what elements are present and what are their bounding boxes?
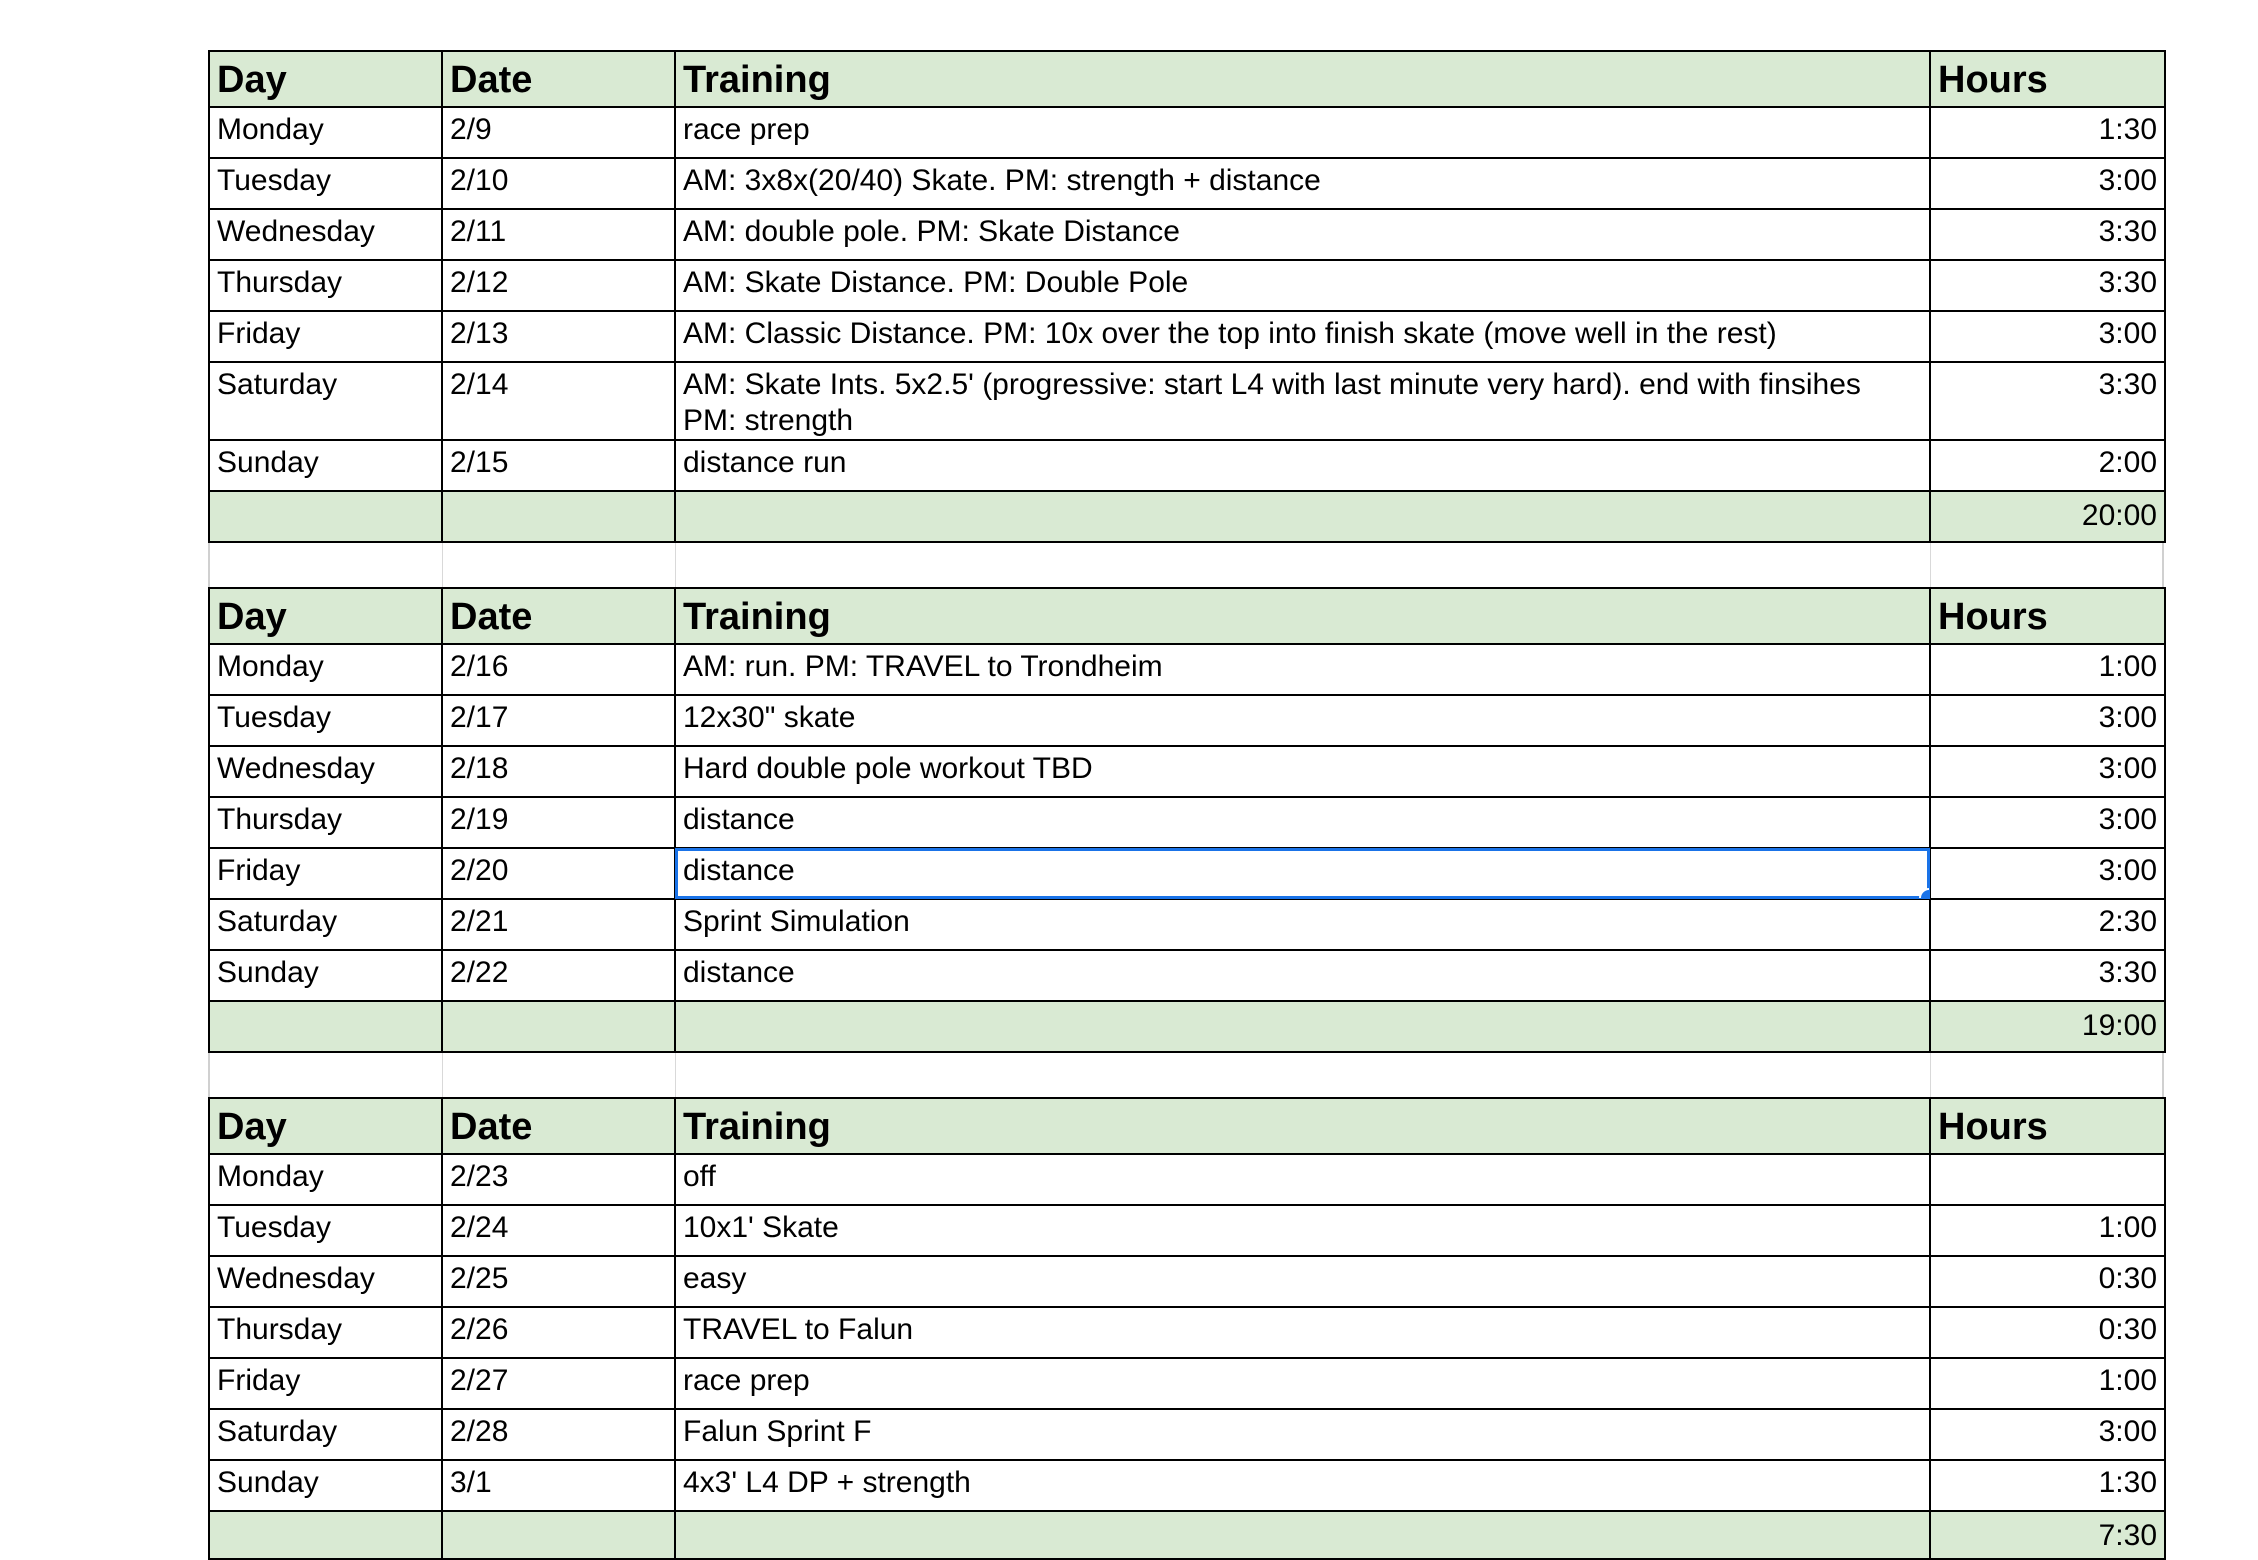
empty-cell[interactable] <box>675 1511 1930 1559</box>
date-cell[interactable]: 2/13 <box>442 311 675 362</box>
hours-cell[interactable]: 1:30 <box>1930 107 2165 158</box>
date-cell[interactable]: 2/12 <box>442 260 675 311</box>
date-cell[interactable]: 2/22 <box>442 950 675 1001</box>
day-cell[interactable]: Sunday <box>209 950 442 1001</box>
training-cell[interactable]: 10x1' Skate <box>675 1205 1930 1256</box>
training-cell[interactable]: TRAVEL to Falun <box>675 1307 1930 1358</box>
day-cell[interactable]: Friday <box>209 848 442 899</box>
empty-cell[interactable] <box>209 491 442 542</box>
header-date[interactable]: Date <box>442 1098 675 1154</box>
header-hours[interactable]: Hours <box>1930 1098 2165 1154</box>
header-training[interactable]: Training <box>675 588 1930 644</box>
date-cell[interactable]: 2/9 <box>442 107 675 158</box>
table-row <box>209 209 2165 260</box>
header-day[interactable]: Day <box>209 588 442 644</box>
hours-cell[interactable]: 3:00 <box>1930 848 2165 899</box>
training-line: PM: strength <box>683 404 854 437</box>
hours-cell[interactable]: 1:30 <box>1930 1460 2165 1511</box>
date-cell[interactable]: 2/23 <box>442 1154 675 1205</box>
week-table-1 <box>208 50 2166 543</box>
header-date[interactable]: Date <box>442 51 675 107</box>
date-cell[interactable]: 2/16 <box>442 644 675 695</box>
day-cell[interactable]: Saturday <box>209 362 442 440</box>
day-cell[interactable]: Sunday <box>209 440 442 491</box>
total-hours-cell[interactable]: 7:30 <box>1930 1511 2165 1559</box>
table-row <box>209 1154 2165 1205</box>
day-cell[interactable]: Thursday <box>209 1307 442 1358</box>
training-cell[interactable]: AM: Skate Distance. PM: Double Pole <box>675 260 1930 311</box>
training-cell[interactable]: off <box>675 1154 1930 1205</box>
training-cell[interactable]: distance run <box>675 440 1930 491</box>
date-cell[interactable]: 2/10 <box>442 158 675 209</box>
training-cell-selected[interactable] <box>675 848 1930 899</box>
gridline <box>675 543 676 587</box>
gridline <box>675 1053 676 1097</box>
training-cell[interactable]: easy <box>675 1256 1930 1307</box>
date-cell[interactable]: 2/25 <box>442 1256 675 1307</box>
date-cell[interactable]: 2/11 <box>442 209 675 260</box>
training-cell[interactable]: Hard double pole workout TBD <box>675 746 1930 797</box>
hours-cell[interactable]: 2:30 <box>1930 899 2165 950</box>
training-cell[interactable]: AM: double pole. PM: Skate Distance <box>675 209 1930 260</box>
header-row <box>209 1098 2165 1154</box>
empty-cell[interactable] <box>442 1001 675 1052</box>
header-day[interactable]: Day <box>209 1098 442 1154</box>
date-cell[interactable]: 2/14 <box>442 362 675 440</box>
spreadsheet-grid <box>208 50 2164 1560</box>
spacer-row <box>208 543 2164 587</box>
training-cell[interactable]: race prep <box>675 1358 1930 1409</box>
date-cell[interactable]: 2/24 <box>442 1205 675 1256</box>
table-row <box>209 158 2165 209</box>
hours-cell[interactable]: 3:00 <box>1930 746 2165 797</box>
day-cell[interactable]: Tuesday <box>209 695 442 746</box>
day-cell[interactable]: Saturday <box>209 1409 442 1460</box>
table-row <box>209 260 2165 311</box>
day-cell[interactable]: Monday <box>209 644 442 695</box>
table-row <box>209 1358 2165 1409</box>
day-cell[interactable]: Monday <box>209 1154 442 1205</box>
date-cell[interactable]: 2/28 <box>442 1409 675 1460</box>
training-cell[interactable]: Falun Sprint F <box>675 1409 1930 1460</box>
empty-cell[interactable] <box>209 1511 442 1559</box>
table-row <box>209 1307 2165 1358</box>
table-row <box>209 1409 2165 1460</box>
date-cell[interactable]: 2/27 <box>442 1358 675 1409</box>
table-row <box>209 362 2165 440</box>
hours-cell[interactable]: 3:00 <box>1930 1409 2165 1460</box>
hours-cell[interactable]: 1:00 <box>1930 1358 2165 1409</box>
day-cell[interactable]: Monday <box>209 107 442 158</box>
hours-cell[interactable]: 3:30 <box>1930 260 2165 311</box>
week-table-3 <box>208 1097 2166 1560</box>
day-cell[interactable]: Sunday <box>209 1460 442 1511</box>
table-row <box>209 311 2165 362</box>
empty-cell[interactable] <box>209 1001 442 1052</box>
training-cell[interactable]: race prep <box>675 107 1930 158</box>
hours-cell[interactable]: 0:30 <box>1930 1256 2165 1307</box>
day-cell[interactable]: Thursday <box>209 260 442 311</box>
hours-cell[interactable]: 1:00 <box>1930 644 2165 695</box>
header-row <box>209 51 2165 107</box>
table-row <box>209 644 2165 695</box>
date-cell[interactable]: 2/26 <box>442 1307 675 1358</box>
gridline <box>442 1053 443 1097</box>
hours-cell[interactable]: 3:00 <box>1930 311 2165 362</box>
total-row <box>209 1511 2165 1559</box>
empty-cell[interactable] <box>675 491 1930 542</box>
header-date[interactable]: Date <box>442 588 675 644</box>
day-cell[interactable]: Wednesday <box>209 1256 442 1307</box>
hours-cell[interactable]: 3:30 <box>1930 209 2165 260</box>
table-row <box>209 950 2165 1001</box>
table-row <box>209 1256 2165 1307</box>
hours-cell[interactable]: 2:00 <box>1930 440 2165 491</box>
gridline <box>1930 1053 1931 1097</box>
table-row <box>209 797 2165 848</box>
header-hours[interactable]: Hours <box>1930 51 2165 107</box>
date-cell[interactable]: 2/18 <box>442 746 675 797</box>
day-cell[interactable]: Friday <box>209 311 442 362</box>
hours-cell[interactable] <box>1930 1154 2165 1205</box>
training-cell[interactable]: 12x30" skate <box>675 695 1930 746</box>
hours-cell[interactable]: 3:00 <box>1930 695 2165 746</box>
total-hours-cell[interactable]: 20:00 <box>1930 491 2165 542</box>
table-row <box>209 746 2165 797</box>
training-cell[interactable] <box>675 362 1930 440</box>
hours-cell[interactable]: 3:30 <box>1930 950 2165 1001</box>
gridline <box>1930 543 1931 587</box>
training-line: AM: Skate Ints. 5x2.5' (progressive: start L4 with last minute very hard). end with finsihes <box>683 368 1861 401</box>
hours-cell[interactable]: 3:00 <box>1930 797 2165 848</box>
hours-cell[interactable]: 1:00 <box>1930 1205 2165 1256</box>
training-cell[interactable]: AM: run. PM: TRAVEL to Trondheim <box>675 644 1930 695</box>
header-row <box>209 588 2165 644</box>
header-training[interactable]: Training <box>675 51 1930 107</box>
day-cell[interactable]: Saturday <box>209 899 442 950</box>
header-hours[interactable]: Hours <box>1930 588 2165 644</box>
empty-cell[interactable] <box>442 1511 675 1559</box>
week-table-2 <box>208 587 2166 1053</box>
date-cell[interactable]: 2/21 <box>442 899 675 950</box>
table-row <box>209 107 2165 158</box>
date-cell[interactable]: 2/20 <box>442 848 675 899</box>
gridline <box>442 543 443 587</box>
hours-cell[interactable]: 3:00 <box>1930 158 2165 209</box>
table-row <box>209 899 2165 950</box>
hours-cell[interactable]: 3:30 <box>1930 362 2165 440</box>
training-cell[interactable]: AM: Classic Distance. PM: 10x over the top into finish skate (move well in the rest) <box>675 311 1930 362</box>
table-row <box>209 1205 2165 1256</box>
date-cell[interactable]: 2/19 <box>442 797 675 848</box>
header-training[interactable]: Training <box>675 1098 1930 1154</box>
day-cell[interactable]: Thursday <box>209 797 442 848</box>
spacer-row <box>208 1053 2164 1097</box>
training-cell[interactable]: Sprint Simulation <box>675 899 1930 950</box>
empty-cell[interactable] <box>675 1001 1930 1052</box>
training-cell[interactable]: distance <box>675 950 1930 1001</box>
training-cell[interactable]: distance <box>675 797 1930 848</box>
day-cell[interactable]: Tuesday <box>209 1205 442 1256</box>
table-row <box>209 848 2165 899</box>
date-cell[interactable]: 3/1 <box>442 1460 675 1511</box>
empty-cell[interactable] <box>442 491 675 542</box>
fill-handle[interactable] <box>1919 888 1930 899</box>
table-row <box>209 1460 2165 1511</box>
total-hours-cell[interactable]: 19:00 <box>1930 1001 2165 1052</box>
table-row <box>209 440 2165 491</box>
day-cell[interactable]: Wednesday <box>209 746 442 797</box>
date-cell[interactable]: 2/17 <box>442 695 675 746</box>
total-row <box>209 491 2165 542</box>
header-day[interactable]: Day <box>209 51 442 107</box>
day-cell[interactable]: Friday <box>209 1358 442 1409</box>
table-row <box>209 695 2165 746</box>
training-cell[interactable]: AM: 3x8x(20/40) Skate. PM: strength + distance <box>675 158 1930 209</box>
date-cell[interactable]: 2/15 <box>442 440 675 491</box>
hours-cell[interactable]: 0:30 <box>1930 1307 2165 1358</box>
day-cell[interactable]: Tuesday <box>209 158 442 209</box>
training-cell[interactable]: 4x3' L4 DP + strength <box>675 1460 1930 1511</box>
selected-cell-text: distance <box>683 854 795 887</box>
day-cell[interactable]: Wednesday <box>209 209 442 260</box>
total-row <box>209 1001 2165 1052</box>
